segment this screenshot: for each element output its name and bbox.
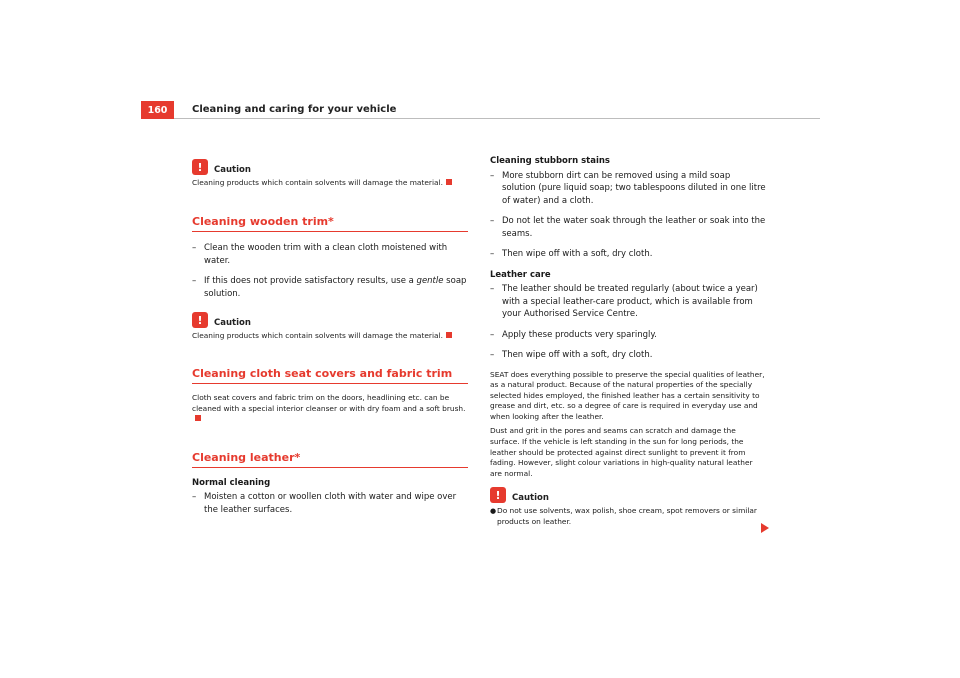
dash-marker: – [490, 350, 495, 360]
section-heading-cloth-seat-covers: Cleaning cloth seat covers and fabric trim [192, 367, 468, 384]
sub-heading-leather-care: Leather care [490, 269, 551, 280]
bullet-icon: ● [490, 507, 497, 516]
caution-header [490, 483, 766, 503]
step-item [490, 329, 766, 342]
step-text: More stubborn dirt can be removed using a mild soap solution (pure liquid soap; two tablespoons diluted in one litre of water) and a cloth. [502, 170, 766, 206]
page-number: 160 [141, 101, 174, 119]
dash-marker: – [490, 329, 495, 340]
end-mark-icon [446, 179, 452, 185]
step-text: Do not let the water soak through the leather or soak into the seams. [502, 216, 766, 239]
dash-marker: – [490, 216, 495, 226]
step-item [192, 242, 468, 267]
sub-heading-stubborn-stains: Cleaning stubborn stains [490, 156, 610, 166]
caution-text: Cleaning products which contain solvents will damage the material. [192, 330, 468, 341]
caution-box-1 [192, 155, 468, 188]
sub-heading-normal-cleaning: Normal cleaning [192, 477, 271, 488]
caution-text: Cleaning products which contain solvents will damage the material. [192, 177, 468, 188]
step-text: Apply these products very sparingly. [502, 329, 657, 340]
caution-box-3 [490, 483, 766, 527]
step-item [192, 491, 468, 516]
left-column [192, 155, 468, 516]
caution-header [192, 155, 468, 175]
step-text: Then wipe off with a soft, dry cloth. [502, 249, 653, 259]
caution-box-2 [192, 308, 468, 341]
caution-label: Caution [214, 165, 251, 175]
end-mark-icon [446, 332, 452, 338]
caution-icon: ! [192, 159, 208, 175]
leather-note-paragraph-1: SEAT does everything possible to preserve the special qualities of leather, as a natural product. Because of the natural properties of the specially selected hides employed, the finished leather has a certain sensitivity to grease and dirt, etc. so a degree of care is required in everyday use and when looking after the leather. [490, 369, 765, 421]
section-heading-leather: Cleaning leather* [192, 451, 468, 468]
dash-marker: – [490, 170, 495, 181]
section-heading-wooden-trim: Cleaning wooden trim* [192, 215, 468, 232]
cloth-paragraph: Cloth seat covers and fabric trim on the doors, headlining etc. can be cleaned with a special interior cleanser or with dry foam and a soft brush. [192, 393, 468, 425]
end-mark-icon [195, 415, 201, 421]
caution-label: Caution [512, 493, 549, 504]
caution-bullet-item [490, 506, 766, 527]
caution-icon: ! [490, 487, 506, 503]
step-item [490, 283, 766, 321]
dash-marker: – [490, 249, 495, 259]
caution-bullet-text: Do not use solvents, wax polish, shoe cream, spot removers or similar products on leather. [497, 506, 757, 527]
step-text: The leather should be treated regularly (about twice a year) with a special leather-care product, which is available from your Authorised Service Centre. [502, 284, 758, 319]
caution-label: Caution [214, 318, 251, 328]
step-item [490, 170, 766, 208]
step-item [490, 248, 766, 261]
page-header-title: Cleaning and caring for your vehicle [192, 104, 397, 115]
emphasis-text: gentle [416, 276, 444, 286]
right-column [490, 155, 766, 528]
step-item [490, 215, 766, 240]
step-text: Then wipe off with a soft, dry cloth. [502, 350, 653, 360]
leather-note-paragraph-2: Dust and grit in the pores and seams can scratch and damage the surface. If the vehicle is left standing in the sun for long periods, the leather should be protected against direct sunlight to prevent it from fading. However, slight colour variations in high-quality natural leather are normal. [490, 426, 753, 478]
header-rule [174, 118, 820, 119]
step-text: Clean the wooden trim with a clean cloth moistened with water. [204, 243, 448, 266]
dash-marker: – [490, 284, 495, 294]
dash-marker: – [192, 276, 197, 286]
caution-icon: ! [192, 312, 208, 328]
step-text: Moisten a cotton or woollen cloth with water and wipe over the leather surfaces. [204, 492, 457, 515]
step-item [490, 349, 766, 362]
dash-marker: – [192, 492, 197, 503]
continue-arrow-icon [761, 523, 769, 533]
step-item: – If this does not provide satisfactory results, use a gentle soap solution. [192, 276, 467, 299]
caution-header [192, 308, 468, 328]
dash-marker: – [192, 243, 197, 253]
